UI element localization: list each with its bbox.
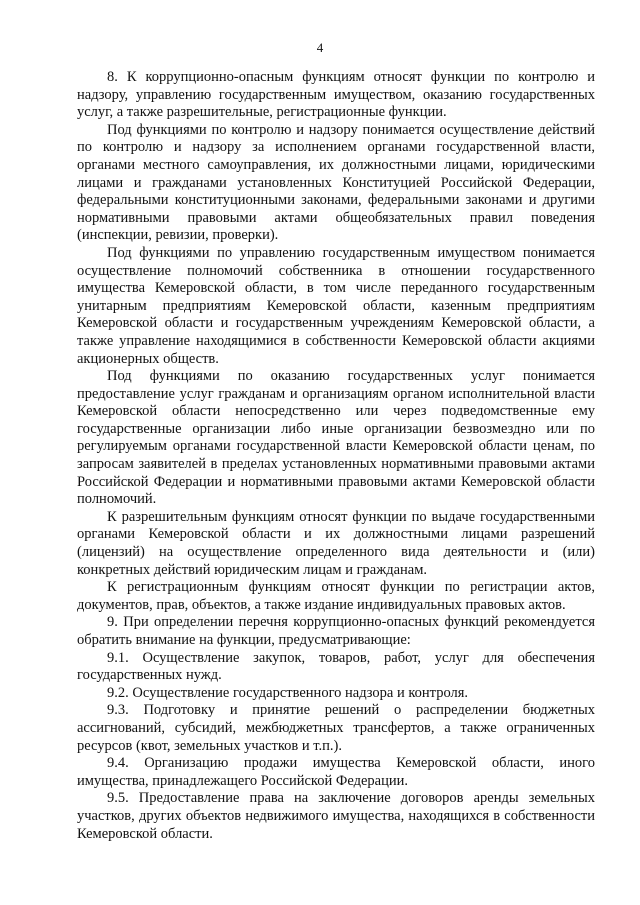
paragraph-control-supervision: Под функциями по контролю и надзору понимается осуществление действий по контролю и надзору за исполнением органами государственной власти, органами местного самоуправления, их должностными лицами, юридическими лицами и гражданами установленных Конституцией Российской Федерации, федеральными конституционными законами, федеральными законами и другими нормативными правовыми актами общеобязательных правил поведения (инспекции, ревизии, проверки). (77, 121, 595, 244)
paragraph-registration-functions: К регистрационным функциям относят функции по регистрации актов, документов, прав, объектов, а также издание индивидуальных правовых актов. (77, 579, 595, 613)
list-item-9-1: 9.1. Осуществление закупок, товаров, работ, услуг для обеспечения государственных нужд. (77, 649, 595, 684)
paragraph-8-intro: 8. К коррупционно-опасным функциям относят функции по контролю и надзору, управлению государственным имуществом, оказанию государственных услуг, а также разрешительные, регистрационные функции. (77, 69, 595, 121)
page-number: 4 (316, 40, 324, 55)
document-body (77, 69, 595, 843)
list-item-9-2: 9.2. Осуществление государственного надзора и контроля. (107, 684, 469, 701)
list-item-9-5: 9.5. Предоставление права на заключение договоров аренды земельных участков, других объектов недвижимого имущества, находящихся в собственности Кемеровской области. (77, 790, 595, 842)
paragraph-permissive-functions: К разрешительным функциям относят функции по выдаче государственными органами Кемеровской области и их должностными лицами разрешений (лицензий) на осуществление определенного вида деятельности и (или) конкретных действий юридическим лицам и гражданам. (77, 508, 595, 578)
paragraph-public-services: Под функциями по оказанию государственных услуг понимается предоставление услуг гражданам и организациям органом исполнительной власти Кемеровской области непосредственно или через подведомственные ему государственные организации либо иные организации безвозмездно или по регулируемым органами государственной власти Кемеровской области ценам, по запросам заявителей в пределах установленных нормативными правовыми актами Российской Федерации и нормативными правовыми актами Кемеровской области полномочий. (77, 368, 595, 508)
paragraph-property-management: Под функциями по управлению государственным имуществом понимается осуществление полномочий собственника в отношении государственного имущества Кемеровской области, в том числе переданного государственным унитарным предприятиям Кемеровской области, казенным предприятиям Кемеровской области и государственным учреждениям Кемеровской области, а также управление находящимися в собственности Кемеровской области акциями акционерных обществ. (77, 244, 595, 367)
paragraph-9-intro: 9. При определении перечня коррупционно-опасных функций рекомендуется обратить внимание на функции, предусматривающие: (77, 614, 595, 648)
list-item-9-3: 9.3. Подготовку и принятие решений о распределении бюджетных ассигнований, субсидий, межбюджетных трансфертов, а также ограниченных ресурсов (квот, земельных участков и т.п.). (77, 702, 595, 754)
list-item-9-4: 9.4. Организацию продажи имущества Кемеровской области, иного имущества, принадлежащего Российской Федерации. (77, 755, 595, 789)
